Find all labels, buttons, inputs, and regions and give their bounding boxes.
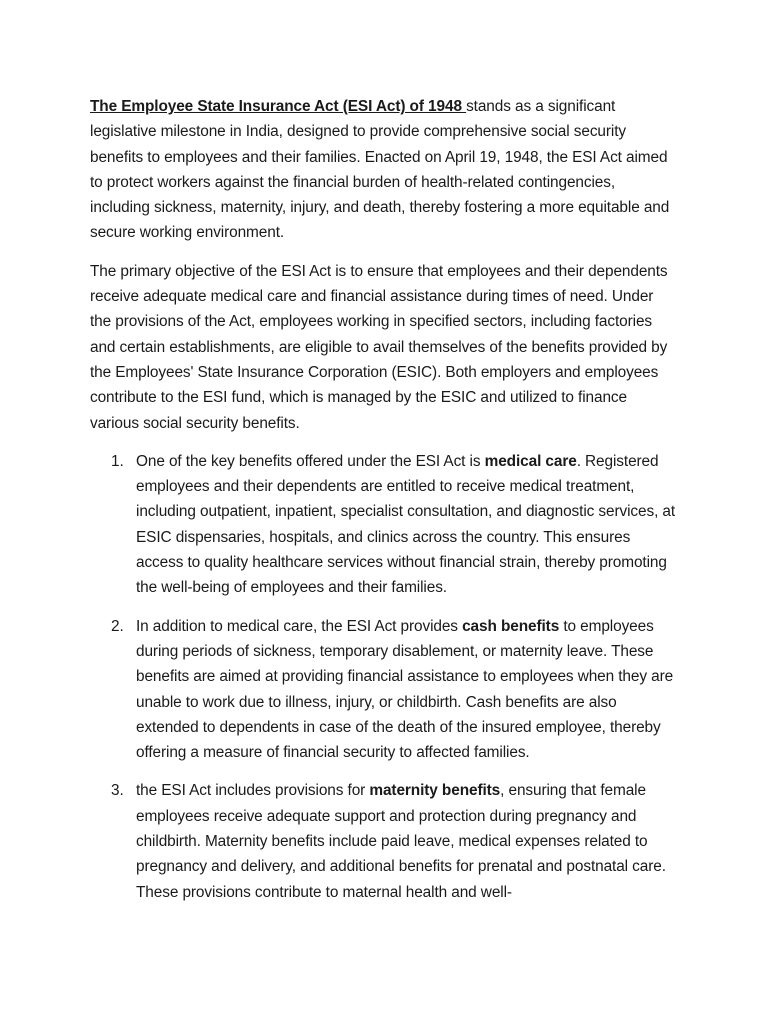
intro-text: stands as a significant legislative milestone in India, designed to provide comprehensive social security benefits to employees and their families. Enacted on April 19, 1948, the ESI Act aimed to protect workers against the financial burden of health-related contingencies, including sickness, maternity, injury, and death, thereby fostering a more equitable and secure working environment.	[90, 98, 670, 242]
benefits-list	[90, 449, 678, 905]
list-text-before: the ESI Act includes provisions for	[136, 782, 370, 800]
list-text-after: , ensuring that female employees receive adequate support and protection during pregnancy and childbirth. Maternity benefits include paid leave, medical expenses related to pregnancy and delivery, and additional benefits for prenatal and postnatal care. These provisions contribute to maternal health and well-	[136, 782, 666, 901]
list-item-cash-benefits	[90, 614, 678, 766]
list-text-before: One of the key benefits offered under the ESI Act is	[136, 452, 485, 470]
list-number: 2.	[111, 617, 124, 635]
list-bold-term: maternity benefits	[369, 782, 501, 800]
act-title-link: The Employee State Insurance Act (ESI Act) of 1948	[90, 98, 467, 115]
list-text-after: . Registered employees and their dependents are entitled to receive medical treatment, including outpatient, inpatient, specialist consultation, and diagnostic services, at ESIC dispensaries, hospitals, and clinics across the country. This ensures access to quality healthcare services without financial strain, thereby promoting the well-being of employees and their families.	[136, 452, 676, 597]
list-number: 3.	[111, 782, 124, 800]
list-item-medical-care	[90, 449, 678, 601]
list-item-maternity-benefits	[90, 778, 678, 904]
list-text-after: to employees during periods of sickness, temporary disablement, or maternity leave. These benefits are aimed at providing financial assistance to employees when they are unable to work due to illness, injury, or childbirth. Cash benefits are also extended to dependents in case of the death of the insured employee, thereby offering a measure of financial security to affected families.	[136, 617, 674, 762]
list-bold-term: cash benefits	[462, 617, 560, 635]
intro-paragraph	[90, 94, 678, 246]
list-bold-term: medical care	[484, 452, 577, 470]
list-number: 1.	[111, 452, 124, 470]
list-text-before: In addition to medical care, the ESI Act provides	[136, 617, 463, 635]
objective-paragraph: The primary objective of the ESI Act is to ensure that employees and their dependents receive adequate medical care and financial assistance during times of need. Under the provisions of the Act, employees working in specified sectors, including factories and certain establishments, are eligible to avail themselves of the benefits provided by the Employees' State Insurance Corporation (ESIC). Both employers and employees contribute to the ESI fund, which is managed by the ESIC and utilized to finance various social security benefits.	[90, 262, 668, 432]
